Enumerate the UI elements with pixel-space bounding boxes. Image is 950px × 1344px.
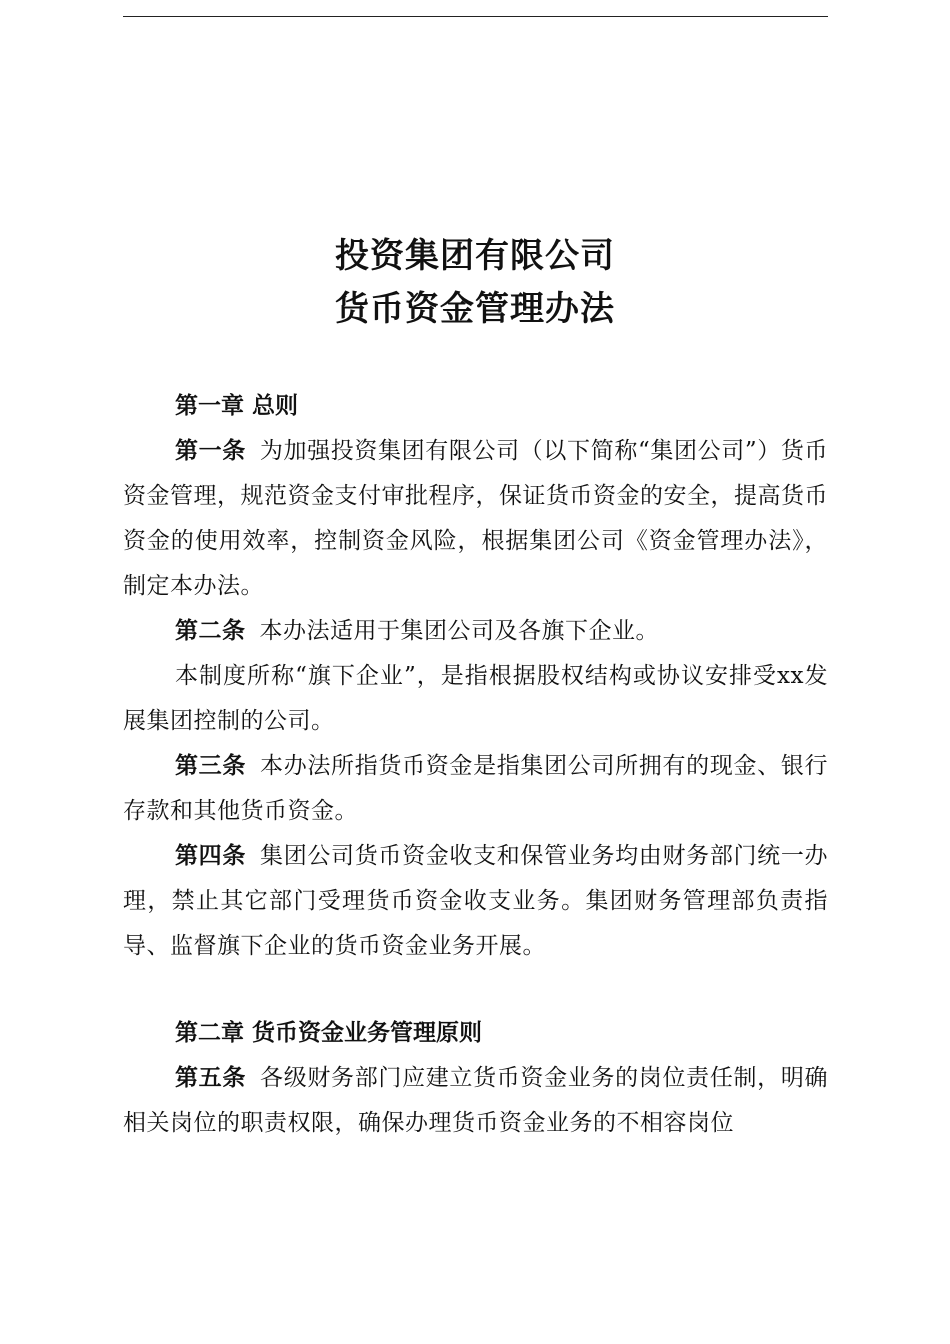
- article-number: 第一条: [175, 438, 246, 464]
- article-number: 第二条: [175, 618, 246, 644]
- article-paragraph: [123, 609, 828, 654]
- article-number: 第三条: [175, 753, 247, 779]
- paragraph-text: 本制度所称“旗下企业”，是指根据股权结构或协议安排受xx发展集团控制的公司。: [123, 663, 828, 734]
- article-text: 集团公司货币资金收支和保管业务均由财务部门统一办理，禁止其它部门受理货币资金收支业务。集团财务管理部负责指导、监督旗下企业的货币资金业务开展。: [123, 843, 829, 959]
- chapter-heading-1: 第一章 总则: [175, 393, 299, 419]
- article-text: 本办法所指货币资金是指集团公司所拥有的现金、银行存款和其他货币资金。: [123, 753, 829, 824]
- header-rule: [123, 16, 828, 17]
- document-title-line-2: 货币资金管理办法: [335, 289, 615, 329]
- article-paragraph: [123, 1056, 828, 1146]
- article-text: 本办法适用于集团公司及各旗下企业。: [259, 618, 659, 644]
- article-number: 第四条: [175, 843, 247, 869]
- article-paragraph: [123, 744, 828, 834]
- article-number: 第五条: [175, 1065, 247, 1091]
- article-paragraph: [123, 429, 828, 609]
- definition-paragraph: [123, 654, 828, 744]
- article-text: 为加强投资集团有限公司（以下简称“集团公司”）货币资金管理，规范资金支付审批程序，保证货币资金的安全，提高货币资金的使用效率，控制资金风险，根据集团公司《资金管理办法》，制定本办法。: [123, 438, 828, 599]
- document-title-line-1: 投资集团有限公司: [335, 236, 615, 276]
- document-body: [123, 384, 828, 1146]
- chapter-heading-2: 第二章 货币资金业务管理原则: [175, 1020, 483, 1046]
- article-paragraph: [123, 834, 828, 969]
- article-text: 各级财务部门应建立货币资金业务的岗位责任制，明确相关岗位的职责权限，确保办理货币资金业务的不相容岗位: [123, 1065, 829, 1136]
